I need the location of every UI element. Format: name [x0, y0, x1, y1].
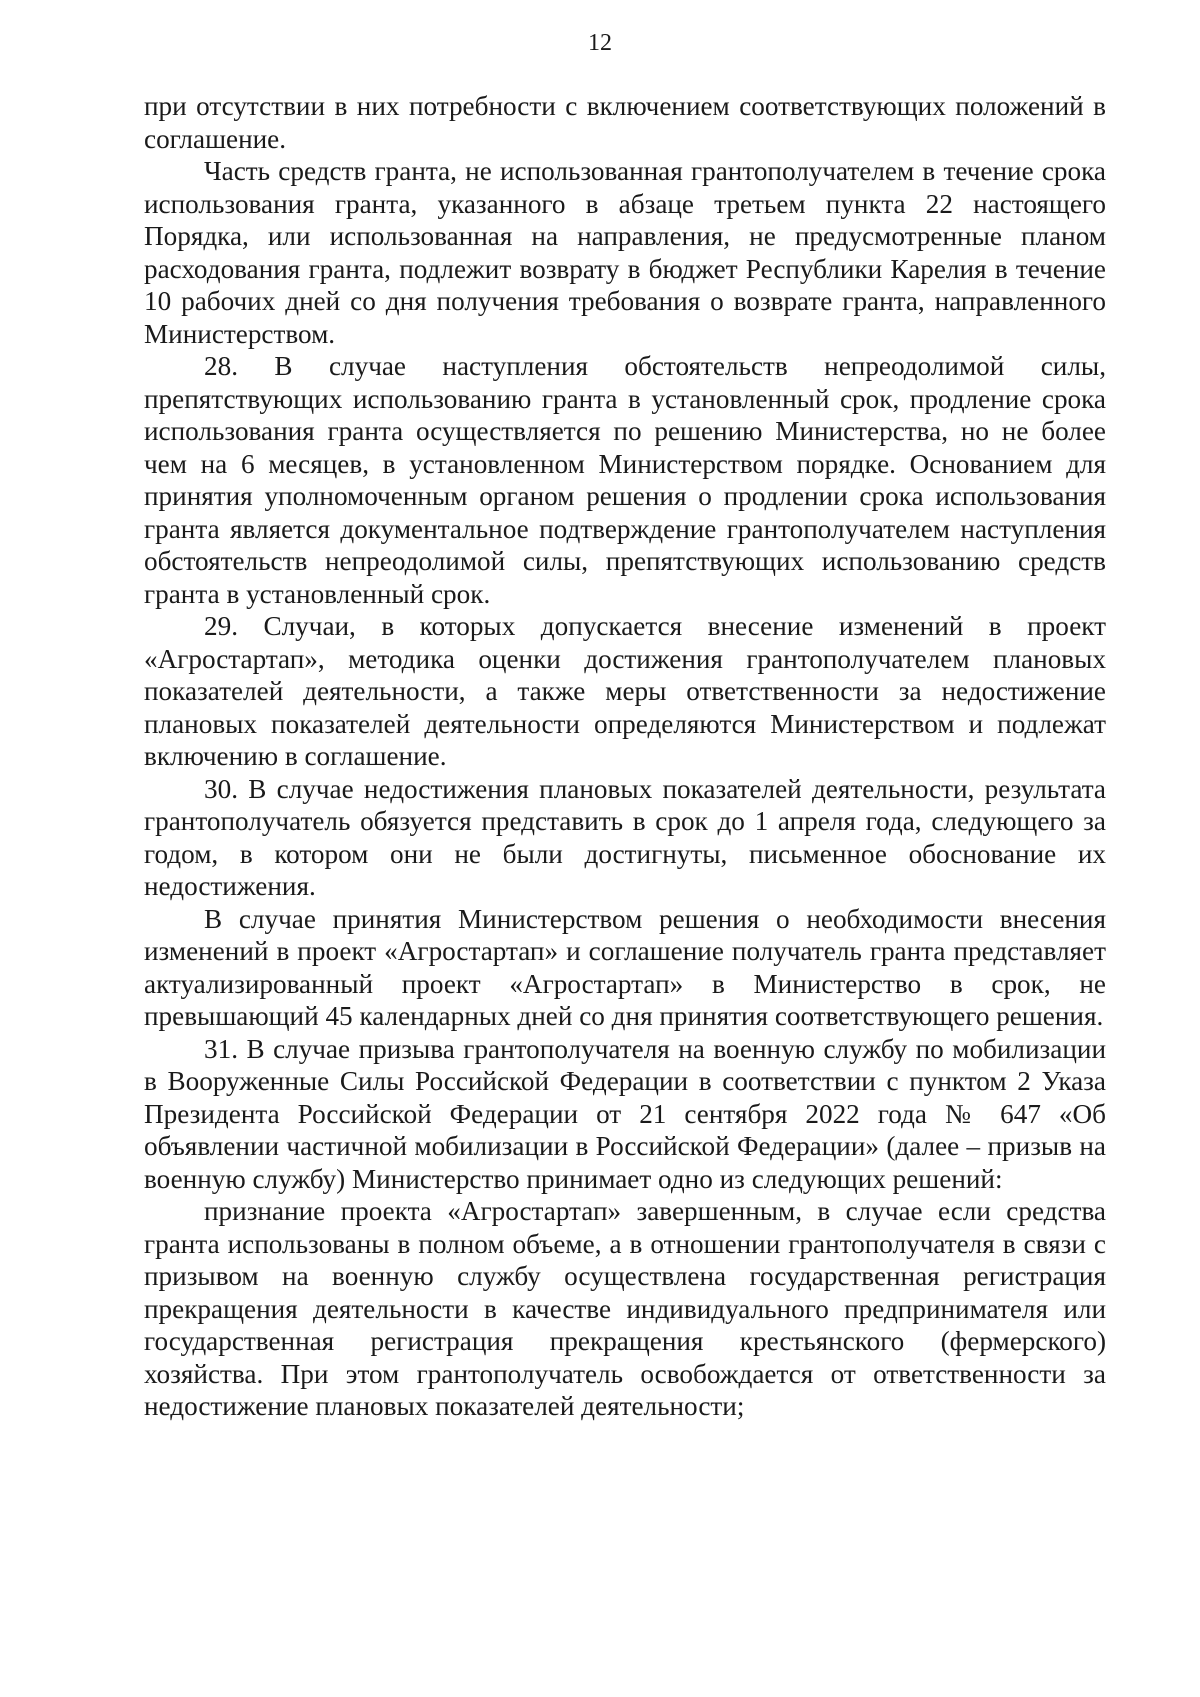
- paragraph-project-changes: В случае принятия Министерством решения о необходимости внесения изменений в проект «Агростартап» и соглашение получатель гранта представляет актуализированный проект «Агростартап» в Министерство в срок, не превышающий 45 календарных дней со дня принятия соответствующего решения.: [144, 903, 1106, 1031]
- paragraph-clause-30: 30. В случае недостижения плановых показателей деятельности, результата грантополучатель обязуется представить в срок до 1 апреля года, следующего за годом, в котором они не были достигнуты, письменное обоснование их недостижения.: [144, 773, 1106, 901]
- paragraph-continuation: при отсутствии в них потребности с включением соответствующих положений в соглашение.: [144, 91, 1106, 154]
- paragraph-clause-31: 31. В случае призыва грантополучателя на военную службу по мобилизации в Вооруженные Силы Российской Федерации в соответствии с пунктом 2 Указа Президента Российской Федерации от 21 сентября 2022 года № 647 «Об объявлении частичной мобилизации в Российской Федерации» (далее – призыв на военную службу) Министерство принимает одно из следующих решений:: [144, 1033, 1106, 1194]
- paragraph-grant-return: Часть средств гранта, не использованная грантополучателем в течение срока использования гранта, указанного в абзаце третьем пункта 22 настоящего Порядка, или использованная на направления, не предусмотренные планом расходования гранта, подлежит возврату в бюджет Республики Карелия в течение 10 рабочих дней со дня получения требования о возврате гранта, направленного Министерством.: [144, 156, 1106, 349]
- paragraph-clause-29: 29. Случаи, в которых допускается внесение изменений в проект «Агростартап», методика оценки достижения грантополучателем плановых показателей деятельности, а также меры ответственности за недостижение плановых показателей деятельности определяются Министерством и подлежат включению в соглашение.: [144, 611, 1106, 771]
- document-body: [144, 90, 1106, 1423]
- page-number: 12: [588, 30, 612, 56]
- paragraph-project-completion: признание проекта «Агростартап» завершенным, в случае если средства гранта использованы в полном объеме, а в отношении грантополучателя в связи с призывом на военную службу осуществлена государственная регистрация прекращения деятельности в качестве индивидуального предпринимателя или государственная регистрация прекращения крестьянского (фермерского) хозяйства. При этом грантополучатель освобождается от ответственности за недостижение плановых показателей деятельности;: [144, 1196, 1106, 1421]
- paragraph-clause-28: 28. В случае наступления обстоятельств непреодолимой силы, препятствующих использованию гранта в установленный срок, продление срока использования гранта осуществляется по решению Министерства, но не более чем на 6 месяцев, в установленном Министерством порядке. Основанием для принятия уполномоченным органом решения о продлении срока использования гранта является документальное подтверждение грантополучателем наступления обстоятельств непреодолимой силы, препятствующих использованию средств гранта в установленный срок.: [144, 351, 1106, 609]
